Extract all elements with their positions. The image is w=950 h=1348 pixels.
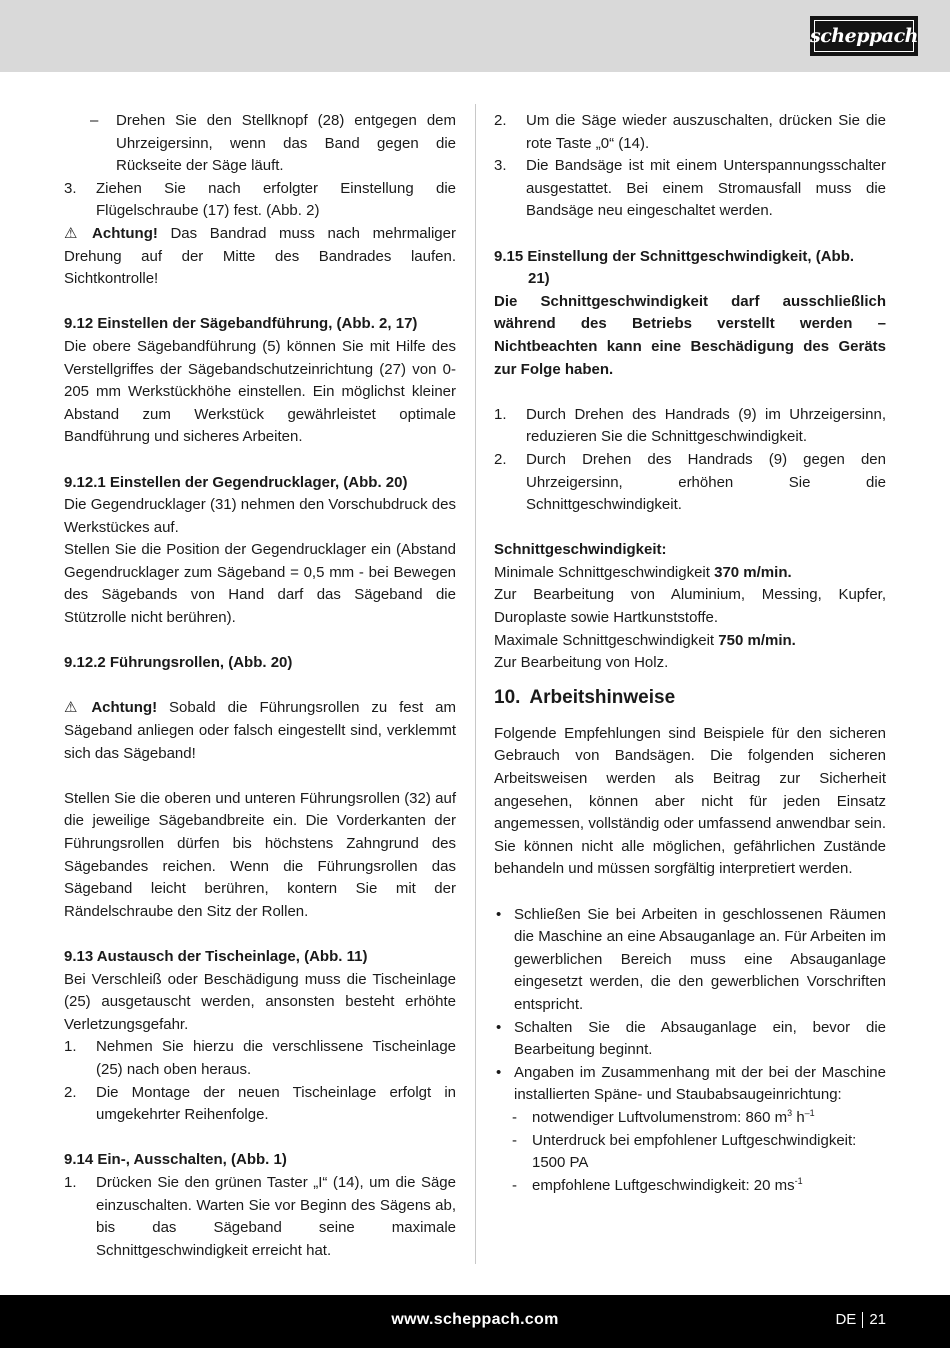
footer-bar [0,1295,950,1348]
warning-icon: ⚠ [64,224,78,242]
paragraph: Die obere Sägebandführung (5) können Sie mit Hilfe des Verstellgriffes der Sägebandschutzeinrichtung (27) von 0-205 mm Werkstückhöhe einstellen. Ein möglichst kleiner Abstand zum Werkstück gewährleistet optimale Bandführung und sicheres Arbeiten. [64,337,456,446]
warning-icon: ⚠ [64,699,78,717]
section-heading: 9.12.1 Einstellen der Gegendrucklager, (Abb. 20) [64,473,408,491]
logo-frame [810,20,918,52]
section-heading: 9.12.2 Führungsrollen, (Abb. 20) [64,654,293,672]
speed-min: Minimale Schnittgeschwindigkeit 370 m/min. [494,563,792,581]
page-separator [862,1312,863,1328]
chapter-heading: 10. Arbeitshinweise [494,686,676,708]
list-item: 3. Ziehen Sie nach erfolgter Einstellung die Flügelschraube (17) fest. (Abb. 2) [64,179,456,220]
warning-paragraph: Die Schnittgeschwindigkeit darf ausschließlich während des Betriebs verstellt werden – Nichtbeachten kann eine Beschädigung des Geräts zur Folge haben. [494,292,886,378]
paragraph: Stellen Sie die Position der Gegendrucklager ein (Abstand Gegendrucklager zum Sägeband = 0,5 mm - bei Bewegen des Sägebands von Hand darf das Sägeband die Stützrolle nicht berühren). [64,541,456,627]
dash-marker: – [90,112,99,129]
sub-list-item: - empfohlene Luftgeschwindigkeit: 20 $ms^{-1}$ [512,1175,803,1194]
left-column [64,110,456,1262]
list-item: 2. Durch Drehen des Handrads (9) gegen den Uhrzeigersinn, erhöhen Sie die Schnittgeschwindigkeit. [494,450,886,514]
list-item: – Drehen Sie den Stellknopf (28) entgegen dem Uhrzeigersinn, wenn das Band gegen die Rückseite der Säge läuft. [64,110,456,178]
list-item: 1. Nehmen Sie hierzu die verschlissene Tischeinlage (25) nach oben heraus. [64,1038,456,1078]
list-item: 1. Drücken Sie den grünen Taster „I“ (14), um die Säge einzuschalten. Warten Sie vor Beginn des Sägens ab, bis das Sägeband seine maximale Schnittgeschwindigkeit erreicht hat. [64,1173,456,1259]
logo-text: scheppach [810,24,918,47]
column-divider [475,104,476,1264]
list-item: 1. Durch Drehen des Handrads (9) im Uhrzeigersinn, reduzieren Sie die Schnittgeschwindigkeit. [494,405,886,446]
list-item: • Schließen Sie bei Arbeiten in geschlossenen Räumen die Maschine an eine Absauganlage an. Für Arbeiten im gewerblichen Bereich muss eine Absauganlage eingesetzt werden, die den gewerblichen Vorschriften entspricht. [496,905,886,1013]
paragraph: Die Gegendrucklager (31) nehmen den Vorschubdruck des Werkstückes auf. [64,496,456,536]
speed-max: Maximale Schnittgeschwindigkeit 750 m/min. [494,631,796,649]
paragraph: Zur Bearbeitung von Aluminium, Messing, Kupfer, Duroplaste sowie Hartkunststoffe. [494,586,886,627]
list-item: 2. Um die Säge wieder auszuschalten, drücken Sie die rote Taste „0“ (14). [494,112,886,152]
list-item: 2. Die Montage der neuen Tischeinlage erfolgt in umgekehrter Reihenfolge. [64,1083,456,1124]
section-heading: 9.12 Einstellen der Sägebandführung, (Abb. 2, 17) [64,315,418,333]
paragraph: Bei Verschleiß oder Beschädigung muss die Tischeinlage (25) ausgetauscht werden, ansonsten besteht erhöhte Verletzungsgefahr. [64,970,456,1033]
right-column [494,110,886,1197]
warning-note: ⚠ Achtung! Sobald die Führungsrollen zu fest am Sägeband anliegen oder falsch eingestellt sind, verklemmt sich das Sägeband! [64,699,456,762]
header-band [0,0,950,72]
paragraph: Stellen Sie die oberen und unteren Führungsrollen (32) auf die jeweilige Sägebandbreite ein. Die Vorderkanten der Führungsrollen dürfen bis höchstens Zahngrund des Sägebandes reichen. Wenn die Führungsrollen das Sägeband leicht berühren, kontern Sie mit der Rändelschraube den Sitz der Rollen. [64,789,456,920]
section-heading: 9.14 Ein-, Ausschalten, (Abb. 1) [64,1151,287,1169]
paragraph: Folgende Empfehlungen sind Beispiele für den sicheren Gebrauch von Bandsägen. Die folgenden sicheren Arbeitsweisen werden als Beitrag zur Sicherheit angesehen, können aber nicht für jeden Einsatz angemessen, vollständig oder umfassend anwendbar sein. Sie können nicht alle möglichen, gefährlichen Zustände behandeln und müssen sorgfältig interpretiert werden. [494,724,886,878]
warning-note: ⚠ Achtung! Das Bandrad muss nach mehrmaliger Drehung auf der Mitte des Bandrades laufen. Sichtkontrolle! [64,224,456,288]
page-number: DE 21 [835,1311,886,1328]
brand-logo [810,16,918,56]
section-heading-cont: 21) [528,270,550,288]
footer-url[interactable]: www.scheppach.com [391,1311,559,1328]
paragraph: Zur Bearbeitung von Holz. [494,654,669,672]
speed-heading: Schnittgeschwindigkeit: [494,541,667,559]
list-item: 3. Die Bandsäge ist mit einem Unterspannungsschalter ausgestattet. Bei einem Stromausfall muss die Bandsäge neu eingeschaltet werden. [494,157,886,220]
sub-list-item: - Unterdruck bei empfohlener Luftgeschwindigkeit: 1500 PA [512,1131,857,1172]
list-item: • Angaben im Zusammenhang mit der bei der Maschine installierten Späne- und Staubabsaugeinrichtung: [496,1063,886,1104]
list-item: • Schalten Sie die Absauganlage ein, bevor die Bearbeitung beginnt. [496,1018,886,1059]
sub-list-item: - notwendiger Luftvolumenstrom: 860 $m^3$ $h^{-1}$ [512,1107,815,1126]
section-heading: 9.13 Austausch der Tischeinlage, (Abb. 11) [64,947,368,965]
section-heading: 9.15 Einstellung der Schnittgeschwindigkeit, (Abb. [494,247,855,265]
